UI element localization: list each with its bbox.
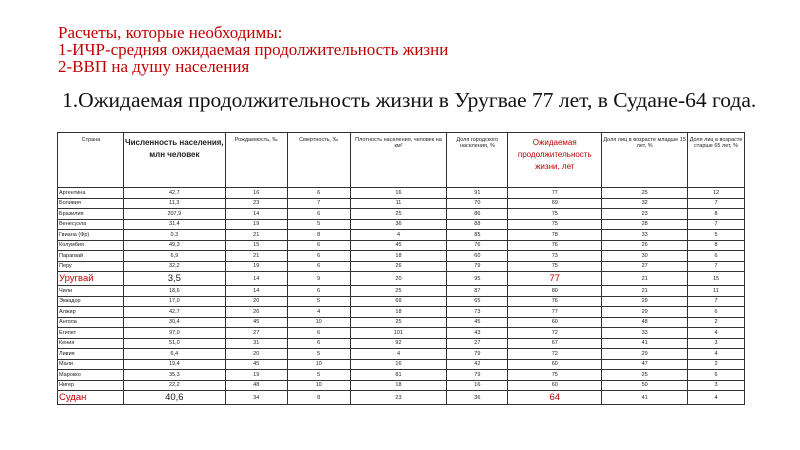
country-cell: Ливия bbox=[58, 349, 124, 360]
value-cell: 86 bbox=[447, 209, 508, 220]
value-cell: 70 bbox=[447, 198, 508, 209]
value-cell: 27 bbox=[225, 328, 287, 339]
value-cell: 42,7 bbox=[123, 188, 225, 199]
value-cell: 32 bbox=[602, 198, 688, 209]
table-row bbox=[58, 219, 745, 230]
value-cell: 76 bbox=[508, 240, 602, 251]
value-cell: 30,4 bbox=[123, 317, 225, 328]
value-cell: 6,4 bbox=[123, 349, 225, 360]
life-expectancy-statement: 1.Ожидаемая продолжительность жизни в Уругвае 77 лет, в Судане-64 года. bbox=[62, 88, 757, 112]
value-cell: 75 bbox=[508, 219, 602, 230]
value-cell: 23 bbox=[225, 198, 287, 209]
table-row bbox=[58, 240, 745, 251]
value-cell: 22,2 bbox=[123, 380, 225, 391]
value-cell: 78 bbox=[508, 230, 602, 241]
table-row bbox=[58, 391, 745, 405]
value-cell: 2 bbox=[688, 359, 745, 370]
value-cell: 41 bbox=[602, 391, 688, 405]
table-row bbox=[58, 261, 745, 272]
value-cell: 36 bbox=[350, 219, 447, 230]
value-cell: 101 bbox=[350, 328, 447, 339]
value-cell: 7 bbox=[688, 261, 745, 272]
value-cell: 80 bbox=[508, 286, 602, 297]
country-cell: Боливия bbox=[58, 198, 124, 209]
value-cell: 91 bbox=[447, 188, 508, 199]
value-cell: 47 bbox=[602, 359, 688, 370]
value-cell: 7 bbox=[688, 219, 745, 230]
value-cell: 42,7 bbox=[123, 307, 225, 318]
value-cell: 7 bbox=[287, 198, 350, 209]
value-cell: 16 bbox=[350, 188, 447, 199]
value-cell: 97,0 bbox=[123, 328, 225, 339]
value-cell: 207,9 bbox=[123, 209, 225, 220]
value-cell: 88 bbox=[447, 219, 508, 230]
value-cell: 12 bbox=[688, 188, 745, 199]
value-cell: 65 bbox=[447, 296, 508, 307]
value-cell: 14 bbox=[225, 286, 287, 297]
country-cell: Аргентина bbox=[58, 188, 124, 199]
country-cell: Парагвай bbox=[58, 251, 124, 262]
value-cell: 73 bbox=[447, 307, 508, 318]
value-cell: 64 bbox=[508, 391, 602, 405]
value-cell: 5 bbox=[688, 230, 745, 241]
country-cell: Колумбия bbox=[58, 240, 124, 251]
table-row bbox=[58, 251, 745, 262]
value-cell: 14 bbox=[225, 209, 287, 220]
value-cell: 18 bbox=[350, 251, 447, 262]
value-cell: 76 bbox=[447, 240, 508, 251]
value-cell: 11,3 bbox=[123, 198, 225, 209]
column-header: Доля лиц в возрасте младше 15 лет, % bbox=[602, 133, 688, 188]
value-cell: 6 bbox=[287, 261, 350, 272]
value-cell: 8 bbox=[688, 209, 745, 220]
value-cell: 16 bbox=[350, 359, 447, 370]
value-cell: 34 bbox=[225, 391, 287, 405]
value-cell: 72 bbox=[508, 349, 602, 360]
value-cell: 6 bbox=[688, 370, 745, 381]
country-cell: Ангола bbox=[58, 317, 124, 328]
value-cell: 4 bbox=[688, 328, 745, 339]
value-cell: 10 bbox=[287, 317, 350, 328]
value-cell: 29 bbox=[602, 349, 688, 360]
value-cell: 18 bbox=[350, 380, 447, 391]
value-cell: 10 bbox=[287, 359, 350, 370]
value-cell: 69 bbox=[508, 198, 602, 209]
value-cell: 25 bbox=[350, 286, 447, 297]
column-header: Численность населения, млн человек bbox=[123, 133, 225, 188]
value-cell: 15 bbox=[225, 240, 287, 251]
table-row bbox=[58, 317, 745, 328]
value-cell: 60 bbox=[508, 359, 602, 370]
column-header: Рождаемость, ‰ bbox=[225, 133, 287, 188]
value-cell: 48 bbox=[225, 380, 287, 391]
value-cell: 19 bbox=[225, 261, 287, 272]
value-cell: 5 bbox=[287, 296, 350, 307]
table-row bbox=[58, 349, 745, 360]
column-header: Плотность населения, человек на км² bbox=[350, 133, 447, 188]
value-cell: 69 bbox=[350, 296, 447, 307]
value-cell: 42 bbox=[447, 359, 508, 370]
value-cell: 4 bbox=[350, 230, 447, 241]
value-cell: 77 bbox=[508, 188, 602, 199]
value-cell: 3,5 bbox=[123, 272, 225, 286]
value-cell: 6 bbox=[688, 307, 745, 318]
value-cell: 4 bbox=[688, 349, 745, 360]
country-cell: Алжир bbox=[58, 307, 124, 318]
value-cell: 16 bbox=[225, 188, 287, 199]
value-cell: 79 bbox=[447, 261, 508, 272]
table-row bbox=[58, 230, 745, 241]
value-cell: 23 bbox=[350, 391, 447, 405]
value-cell: 8 bbox=[688, 240, 745, 251]
value-cell: 2 bbox=[688, 317, 745, 328]
value-cell: 7 bbox=[688, 198, 745, 209]
value-cell: 77 bbox=[508, 272, 602, 286]
table-row bbox=[58, 338, 745, 349]
value-cell: 76 bbox=[508, 296, 602, 307]
value-cell: 35,3 bbox=[123, 370, 225, 381]
intro-line: Расчеты, которые необходимы: bbox=[58, 23, 283, 42]
value-cell: 31 bbox=[225, 338, 287, 349]
value-cell: 14 bbox=[225, 272, 287, 286]
value-cell: 85 bbox=[447, 230, 508, 241]
value-cell: 75 bbox=[508, 209, 602, 220]
country-cell: Кения bbox=[58, 338, 124, 349]
value-cell: 23 bbox=[602, 209, 688, 220]
value-cell: 72 bbox=[508, 328, 602, 339]
table-row bbox=[58, 307, 745, 318]
value-cell: 19 bbox=[225, 370, 287, 381]
value-cell: 11 bbox=[688, 286, 745, 297]
value-cell: 4 bbox=[350, 349, 447, 360]
country-cell: Судан bbox=[58, 391, 124, 405]
intro-line: 2-ВВП на душу населения bbox=[58, 57, 250, 76]
value-cell: 30 bbox=[602, 251, 688, 262]
value-cell: 29 bbox=[602, 296, 688, 307]
value-cell: 49,3 bbox=[123, 240, 225, 251]
value-cell: 95 bbox=[447, 272, 508, 286]
value-cell: 81 bbox=[350, 370, 447, 381]
column-header: Доля лиц в возрасте старше 65 лет, % bbox=[688, 133, 745, 188]
value-cell: 8 bbox=[287, 391, 350, 405]
value-cell: 25 bbox=[350, 209, 447, 220]
value-cell: 10 bbox=[287, 380, 350, 391]
value-cell: 50 bbox=[602, 380, 688, 391]
value-cell: 6 bbox=[287, 251, 350, 262]
column-header: Ожидаемая продолжительность жизни, лет bbox=[508, 133, 602, 188]
table-row bbox=[58, 209, 745, 220]
value-cell: 20 bbox=[225, 349, 287, 360]
intro-line: 1-ИЧР-средняя ожидаемая продолжительность жизни bbox=[58, 40, 449, 59]
value-cell: 60 bbox=[447, 251, 508, 262]
value-cell: 6 bbox=[688, 251, 745, 262]
value-cell: 17,0 bbox=[123, 296, 225, 307]
value-cell: 45 bbox=[350, 240, 447, 251]
value-cell: 33 bbox=[602, 328, 688, 339]
country-cell: Египет bbox=[58, 328, 124, 339]
value-cell: 45 bbox=[447, 317, 508, 328]
value-cell: 8 bbox=[287, 230, 350, 241]
value-cell: 3 bbox=[688, 380, 745, 391]
value-cell: 6 bbox=[287, 209, 350, 220]
value-cell: 6 bbox=[287, 240, 350, 251]
value-cell: 25 bbox=[602, 370, 688, 381]
table-row bbox=[58, 380, 745, 391]
country-cell: Венесуэла bbox=[58, 219, 124, 230]
value-cell: 26 bbox=[350, 261, 447, 272]
value-cell: 5 bbox=[287, 370, 350, 381]
value-cell: 21 bbox=[225, 251, 287, 262]
value-cell: 16 bbox=[447, 380, 508, 391]
table-row bbox=[58, 296, 745, 307]
value-cell: 3 bbox=[688, 338, 745, 349]
value-cell: 21 bbox=[602, 286, 688, 297]
column-header: Доля городского населения, % bbox=[447, 133, 508, 188]
value-cell: 15 bbox=[688, 272, 745, 286]
value-cell: 32,2 bbox=[123, 261, 225, 272]
value-cell: 21 bbox=[602, 272, 688, 286]
value-cell: 6,9 bbox=[123, 251, 225, 262]
country-cell: Бразилия bbox=[58, 209, 124, 220]
column-header: Страна bbox=[58, 133, 124, 188]
table-row bbox=[58, 359, 745, 370]
country-stats-table bbox=[57, 132, 745, 405]
table-row bbox=[58, 198, 745, 209]
value-cell: 6 bbox=[287, 338, 350, 349]
table-row bbox=[58, 328, 745, 339]
value-cell: 5 bbox=[287, 349, 350, 360]
value-cell: 75 bbox=[508, 261, 602, 272]
value-cell: 20 bbox=[350, 272, 447, 286]
value-cell: 87 bbox=[447, 286, 508, 297]
value-cell: 92 bbox=[350, 338, 447, 349]
value-cell: 11 bbox=[350, 198, 447, 209]
value-cell: 28 bbox=[602, 219, 688, 230]
value-cell: 7 bbox=[688, 296, 745, 307]
value-cell: 27 bbox=[447, 338, 508, 349]
required-calculations bbox=[58, 24, 448, 75]
table-row bbox=[58, 286, 745, 297]
value-cell: 21 bbox=[225, 230, 287, 241]
value-cell: 45 bbox=[225, 359, 287, 370]
value-cell: 6 bbox=[287, 188, 350, 199]
value-cell: 60 bbox=[508, 380, 602, 391]
value-cell: 6 bbox=[287, 328, 350, 339]
value-cell: 51,0 bbox=[123, 338, 225, 349]
value-cell: 43 bbox=[447, 328, 508, 339]
value-cell: 41 bbox=[602, 338, 688, 349]
country-cell: Мали bbox=[58, 359, 124, 370]
value-cell: 29 bbox=[602, 307, 688, 318]
value-cell: 79 bbox=[447, 349, 508, 360]
header-row bbox=[58, 133, 745, 188]
value-cell: 60 bbox=[508, 317, 602, 328]
value-cell: 45 bbox=[225, 317, 287, 328]
value-cell: 6 bbox=[287, 286, 350, 297]
table-row bbox=[58, 188, 745, 199]
value-cell: 40,6 bbox=[123, 391, 225, 405]
value-cell: 36 bbox=[447, 391, 508, 405]
country-cell: Уругвай bbox=[58, 272, 124, 286]
value-cell: 20 bbox=[225, 296, 287, 307]
value-cell: 19,4 bbox=[123, 359, 225, 370]
value-cell: 4 bbox=[688, 391, 745, 405]
value-cell: 9 bbox=[287, 272, 350, 286]
column-header: Смертность, ‰ bbox=[287, 133, 350, 188]
value-cell: 5 bbox=[287, 219, 350, 230]
country-cell: Перу bbox=[58, 261, 124, 272]
value-cell: 79 bbox=[447, 370, 508, 381]
value-cell: 18 bbox=[350, 307, 447, 318]
value-cell: 19 bbox=[225, 219, 287, 230]
value-cell: 18,6 bbox=[123, 286, 225, 297]
value-cell: 75 bbox=[508, 370, 602, 381]
value-cell: 25 bbox=[350, 317, 447, 328]
country-cell: Эквадор bbox=[58, 296, 124, 307]
country-cell: Нигер bbox=[58, 380, 124, 391]
value-cell: 26 bbox=[225, 307, 287, 318]
value-cell: 4 bbox=[287, 307, 350, 318]
value-cell: 33 bbox=[602, 230, 688, 241]
country-cell: Марокко bbox=[58, 370, 124, 381]
value-cell: 77 bbox=[508, 307, 602, 318]
value-cell: 31,4 bbox=[123, 219, 225, 230]
value-cell: 0,3 bbox=[123, 230, 225, 241]
value-cell: 25 bbox=[602, 188, 688, 199]
country-cell: Чили bbox=[58, 286, 124, 297]
value-cell: 73 bbox=[508, 251, 602, 262]
value-cell: 48 bbox=[602, 317, 688, 328]
value-cell: 26 bbox=[602, 240, 688, 251]
country-cell: Гвиана (Фр) bbox=[58, 230, 124, 241]
value-cell: 27 bbox=[602, 261, 688, 272]
table-row bbox=[58, 272, 745, 286]
value-cell: 67 bbox=[508, 338, 602, 349]
table-row bbox=[58, 370, 745, 381]
